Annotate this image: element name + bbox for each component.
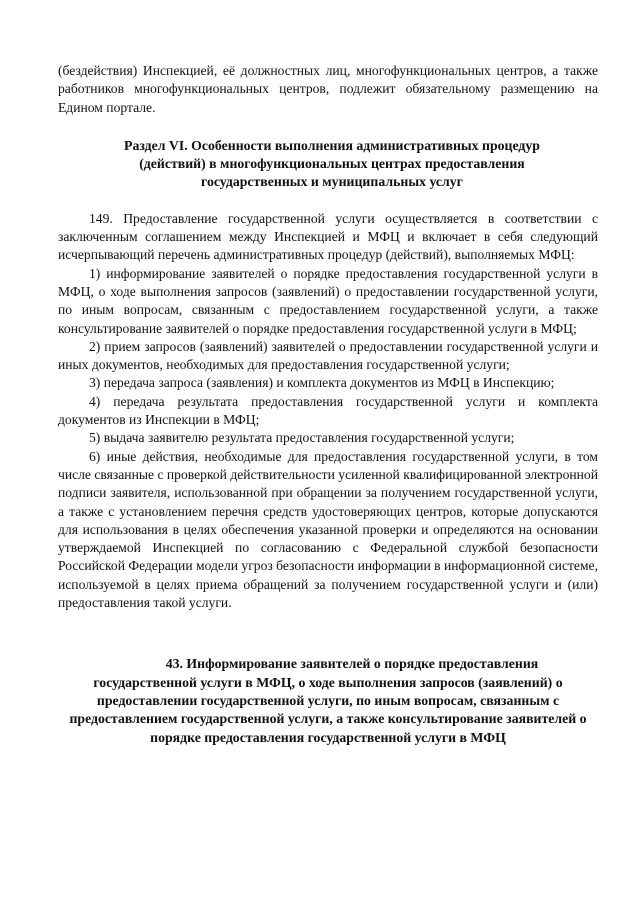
list-item: 5) выдача заявителю результата предоставления государственной услуги; <box>89 430 515 446</box>
section-heading-text: Раздел VI. Особенности выполнения административных процедур (действий) в многофункциональных центрах предоставления государственных и муниципальных услуг <box>124 137 540 190</box>
list-item: 3) передача запроса (заявления) и комплекта документов из МФЦ в Инспекцию; <box>89 375 555 391</box>
list-item: 1) информирование заявителей о порядке предоставления государственной услуги в МФЦ, о ходе выполнения запросов (заявлений) о предоставлении государственной услуги, по иным вопросам, связанным с предоставлением государственной услуги, а также консультирование заявителей о порядке предоставления государственной услуги в МФЦ; <box>58 265 598 336</box>
list-item: 6) иные действия, необходимые для предоставления государственной услуги, в том числе связанные с проверкой действительности усиленной квалифицированной электронной подписи заявителя, использованной при обращении за получением государственной услуги, а также с установлением перечня средств удостоверяющих центров, которые допускаются для использования в целях обеспечения указанной проверки и определяются на основании утверждаемой Инспекцией по согласованию с Федеральной службой безопасности Российской Федерации модели угроз безопасности информации в информационной системе, используемой в целях приема обращений за получением государственной услуги и (или) предоставления такой услуги. <box>58 448 598 611</box>
list-item: 4) передача результата предоставления государственной услуги и комплекта документов из Инспекции в МФЦ; <box>58 393 598 428</box>
subsection-heading <box>58 655 598 746</box>
intro-paragraph: (бездействия) Инспекцией, её должностных лиц, многофункциональных центров, а также работников многофункциональных центров, подлежит обязательному размещению на Едином портале. <box>58 63 598 115</box>
subsection-heading-first-line: 43. Информирование заявителей о порядке предоставления <box>165 656 539 672</box>
document-page <box>58 62 598 747</box>
subsection-heading-rest: государственной услуги в МФЦ, о ходе выполнения запросов (заявлений) о предоставлении государственной услуги, по иным вопросам, связанным с предоставлением государственной услуги, а также консультирование заявителей о порядке предоставления государственной услуги в МФЦ <box>69 674 587 745</box>
list-item: 2) прием запросов (заявлений) заявителей о предоставлении государственной услуги и иных документов, необходимых для предоставления государственной услуги; <box>58 338 598 373</box>
section-heading <box>58 137 598 192</box>
procedure-list <box>58 265 598 613</box>
paragraph-149: 149. Предоставление государственной услуги осуществляется в соответствии с заключенным соглашением между Инспекцией и МФЦ и включает в себя следующий исчерпывающий перечень административных процедур (действий), выполняемых МФЦ: <box>58 210 598 263</box>
